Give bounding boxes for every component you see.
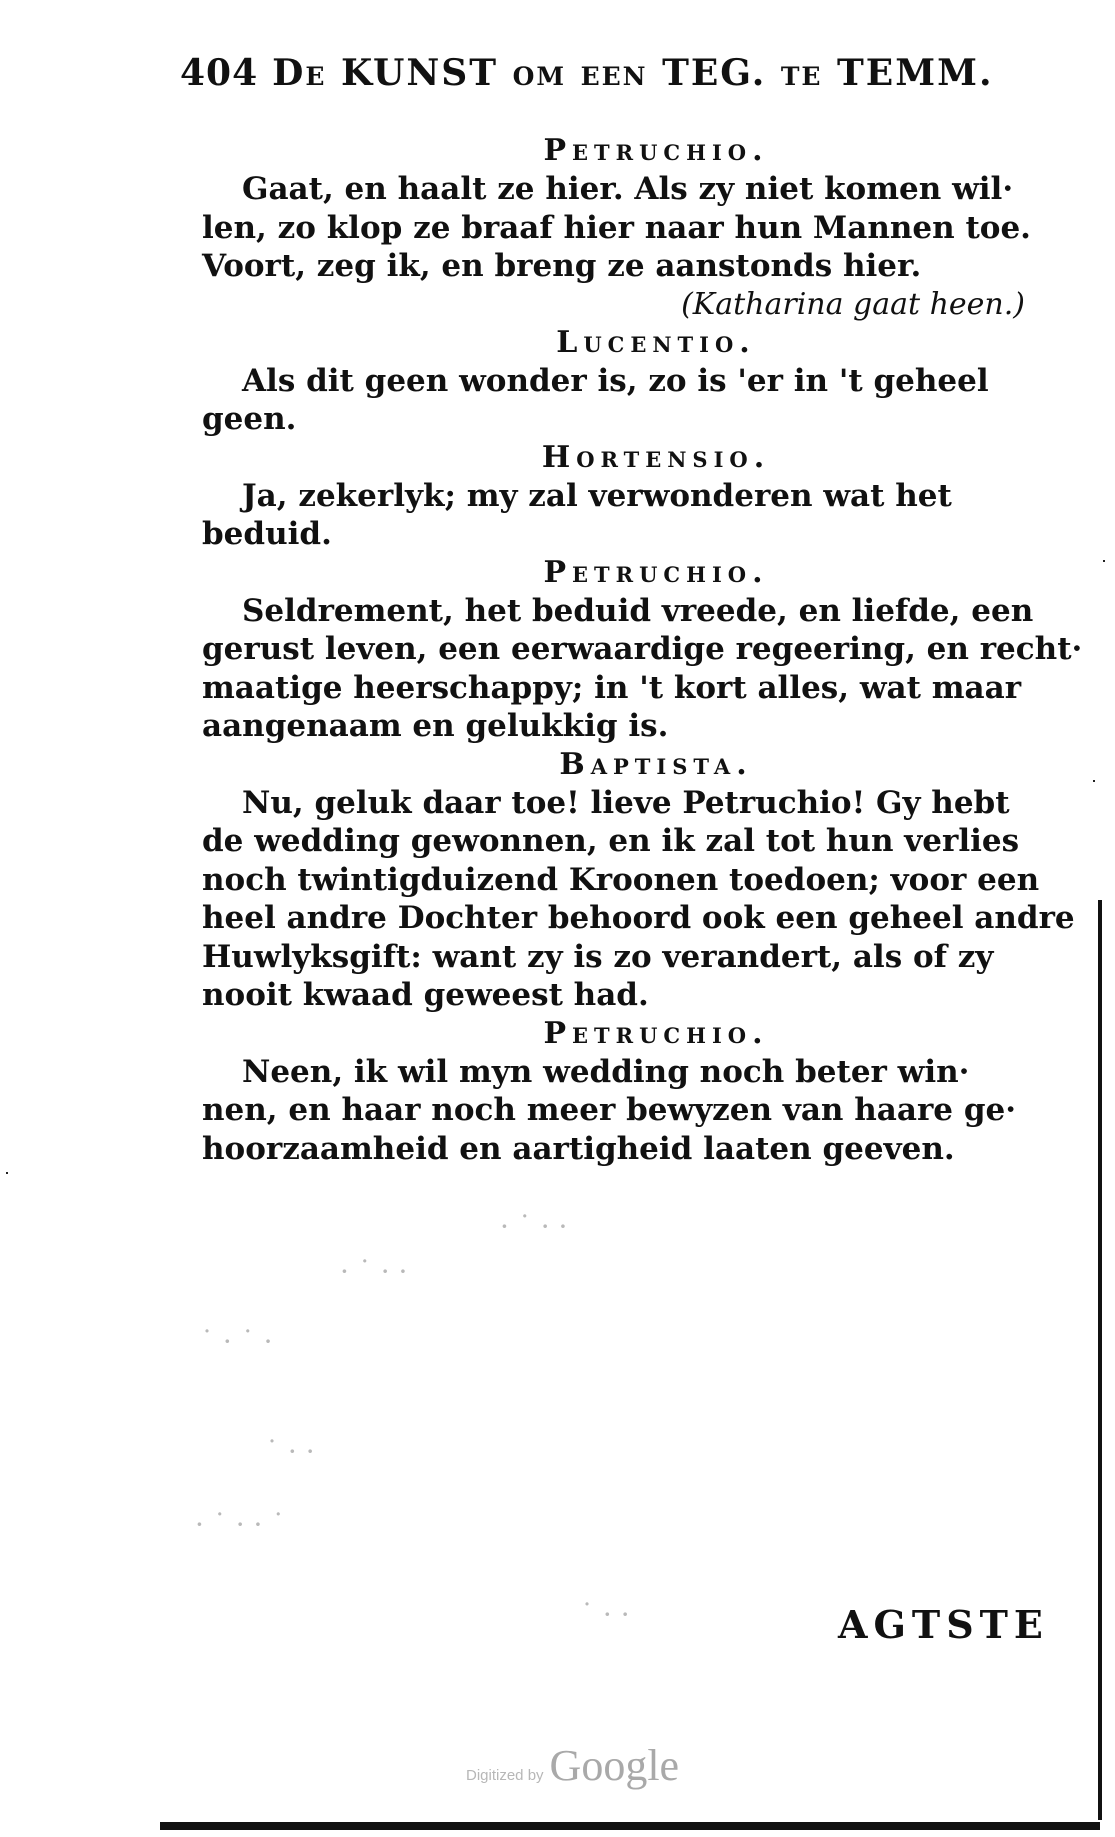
speaker-name: Hortensio. xyxy=(541,439,771,475)
speech-line: Als dit geen wonder is, zo is 'er in 't geheel xyxy=(242,362,989,399)
speech-line: geen. xyxy=(202,401,297,437)
speech-text xyxy=(202,170,1050,286)
speech-line: aangenaam en gelukkig is. xyxy=(202,708,669,744)
page-number: 404 xyxy=(180,52,259,94)
catchword: AGTSTE xyxy=(838,1602,1049,1647)
bleed-through-specks: · ˙ · · xyxy=(500,1210,568,1243)
speaker-name: Baptista. xyxy=(559,746,753,782)
speech-line: nooit kwaad geweest had. xyxy=(202,977,649,1013)
play-text xyxy=(202,132,1083,1168)
page-edge-shadow xyxy=(1098,900,1102,1820)
scan-speck xyxy=(6,1172,8,1174)
speech-line: gerust leven, een eerwaardige regeering, en recht· xyxy=(202,631,1083,667)
speaker-name: Petruchio. xyxy=(543,133,769,168)
speaker-name: Petruchio. xyxy=(543,554,769,590)
speech-line: hoorzaamheid en aartigheid laaten geeven. xyxy=(202,1130,955,1167)
stage-direction: (Katharina gaat heen.) xyxy=(681,286,1025,322)
speech-line: noch twintigduizend Kroonen toedoen; voor een xyxy=(202,861,1040,898)
speech-block xyxy=(202,746,1075,1015)
google-logo: Google xyxy=(549,1741,680,1790)
bleed-through-specks: ˙ · · xyxy=(580,1598,630,1631)
bleed-through-specks: · ˙ · · ˙ xyxy=(195,1508,286,1541)
speech-text xyxy=(202,477,1050,554)
speech-line: Seldrement, het beduid vreede, en liefde, een xyxy=(242,592,1034,629)
speech-line: Huwlyksgift: want zy is zo verandert, als of zy xyxy=(202,938,994,975)
speech-line: maatige heerschappy; in 't kort alles, wat maar xyxy=(202,669,1022,706)
bleed-through-specks: ˙ · · xyxy=(265,1435,315,1468)
speech-line: nen, en haar noch meer bewyzen van haare ge· xyxy=(202,1092,1017,1128)
speech-line: Nu, geluk daar toe! lieve Petruchio! Gy hebt xyxy=(242,784,1010,821)
bleed-through-specks: ˙ · ˙ · xyxy=(200,1325,273,1358)
digitization-watermark xyxy=(466,1740,679,1791)
speech-line: Gaat, en haalt ze hier. Als zy niet komen wil· xyxy=(242,171,1014,207)
speech-text xyxy=(202,784,1075,1015)
watermark-prefix: Digitized by xyxy=(466,1767,544,1784)
speech-line: de wedding gewonnen, en ik zal tot hun verlies xyxy=(202,823,1020,859)
speech-line: Ja, zekerlyk; my zal verwonderen wat het xyxy=(242,477,952,514)
page-bottom-edge xyxy=(160,1822,1100,1830)
speech-line: Voort, zeg ik, en breng ze aanstonds hier. xyxy=(202,248,922,284)
speaker-name: Petruchio. xyxy=(543,1015,769,1051)
speech-block xyxy=(202,1015,1050,1169)
speech-text xyxy=(202,592,1083,746)
speech-text xyxy=(202,362,1050,439)
speech-line: beduid. xyxy=(202,516,332,552)
running-header xyxy=(180,52,994,102)
speech-line: len, zo klop ze braaf hier naar hun Mannen toe. xyxy=(202,209,1031,246)
speech-line: heel andre Dochter behoord ook een geheel andre xyxy=(202,900,1075,936)
bleed-through-specks: · ˙ · · xyxy=(340,1255,408,1288)
speech-block xyxy=(202,439,1050,554)
speech-line: Neen, ik wil myn wedding noch beter win· xyxy=(242,1053,970,1090)
speech-block xyxy=(202,324,1050,439)
speech-block xyxy=(202,554,1083,746)
speaker-name: Lucentio. xyxy=(556,324,756,360)
speech-text xyxy=(202,1053,1050,1169)
scan-speck xyxy=(1103,560,1105,562)
scan-speck xyxy=(1093,780,1095,782)
running-title: De KUNST om een TEG. te TEMM. xyxy=(272,52,994,94)
speech-block xyxy=(202,132,1050,324)
